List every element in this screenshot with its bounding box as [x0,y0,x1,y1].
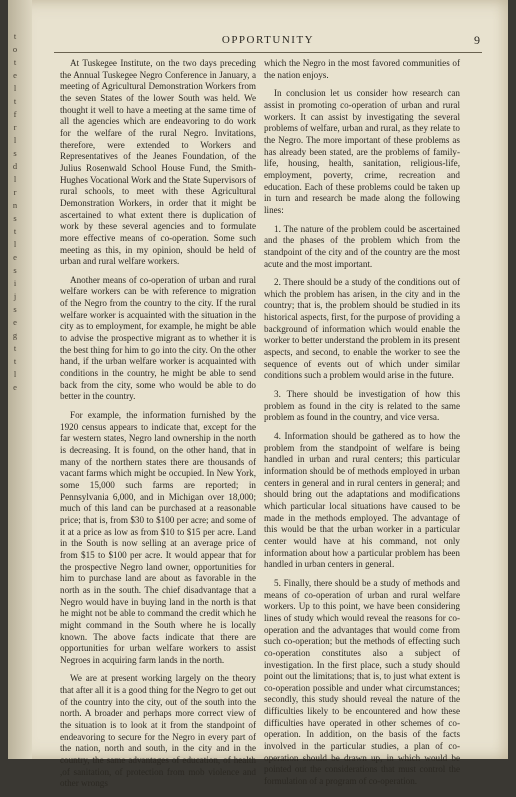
margin-fragment: s [13,213,17,223]
margin-fragment: s [13,265,17,275]
margin-fragment: r [13,187,17,197]
page-number: 9 [474,33,480,47]
margin-fragment: l [13,369,17,379]
paragraph: We are at present working largely on the theory that after all it is a good thing for the Negro to get out of the country into the city, out of the south into the north. A broader and perhaps more correct view of the situation is to look at it from the standpoint of endeavoring to secure for the Negro in every part of the nation, north and south, in the city and in the country, the same advantages of education, of health ,of sanitation, of protection from mob violence and other wrongs [60,673,256,789]
margin-fragment: d [12,161,18,171]
margin-fragment: e [13,317,17,327]
left-column [60,58,256,797]
margin-fragment: e [13,382,17,392]
margin-fragment: l [13,135,17,145]
running-title: OPPORTUNITY [221,34,315,46]
paragraph: 2. There should be a study of the conditions out of which the problem has arisen, in the city and in the country; that is, the problem should be studied in its historical aspects, first, for the purpose of providing a background of information which would enable the worker to better understand the problem in its present aspects, and second, to enable the worker to see the sequence of events out of which under similar conditions such a problem would arise in the future. [264,277,460,381]
paragraph: 1. The nature of the problem could be ascertained and the phases of the problem which from the standpoint of the city and of the country are the most acute and the most important. [264,223,460,269]
paragraph: 5. Finally, there should be a study of methods and means of co-operation of urban and rural welfare workers. Up to this point, we have been considering lines of study which would reveal the reasons for co-operation and the advantages that would come from such co-operation; but the methods of effecting such co-operation constitutes also a subject of investigation. In the first place, such a study should point out the limitations; that is, to just what extent is co-operation possible and under what circumstances; secondly, this study should reveal the nature of the difficulties likely to be encountered and how these difficulties have operated in other schemes of co-operation. In addition, on the basis of the facts involved in the particular studies, a plan of co-operation should be drawn up, in which would be pointed out the considerations that must control the formulation of a program of co-operation. [264,577,460,787]
page-header [54,34,482,53]
margin-fragment: j [13,291,17,301]
margin-fragment: l [13,83,17,93]
margin-fragment: o [12,44,18,54]
margin-fragment: l [13,239,17,249]
paragraph: 4. Information should be gathered as to how the problem from the standpoint of welfare is being handled in urban and rural centers; this particular information should be of methods employed in urban centers in general and in rural centers in general; and should bring out the adaptations and modifications which particular local situations have caused to be made in the methods employed. The advantage of this would be that the urban worker in a particular center would have at his command, not only information about how a particular problem has been handled in urban centers in general. [264,431,460,570]
binding-gutter [8,0,32,759]
margin-fragment: f [13,109,17,119]
margin-fragment: t [13,356,17,366]
margin-fragment: e [13,252,17,262]
margin-fragment: r [13,122,17,132]
margin-fragment: t [13,31,17,41]
right-column [264,58,460,795]
paragraph: 3. There should be investigation of how this problem as found in the city is related to the same problem as found in the country, and vice versa. [264,389,460,423]
margin-fragment: i [13,278,17,288]
margin-fragment: n [12,200,18,210]
paragraph-continuation: which the Negro in the most favored communities of the nation enjoys. [264,58,460,80]
paragraph: For example, the information furnished by the 1920 census appears to indicate that, except for the far western states, Negro land ownership in the north is decreasing. It is found, on the other hand, that in many of the northern states there are thousands of vacant farms which might be occupied. In New York, some 15,000 such farms are reported; in Pennsylvania 6,000, and in Michigan over 18,000; much of this land can be purchased at a reasonable price; that is, from $30 to $100 per acre; and some of it at a price as low as from $10 to $15 per acre. Land in the South is now selling at an average price of from $15 to $100 per acre. It would appear that for the prospective Negro land owner, opportunities for him to purchase land are about as favorable in the north as in the south. The chief disadvantage that a Negro would have in buying land in the north is that he might not be able to command the credit which he might command in the South where he is locally known. The above facts indicate that there are opportunities for urban welfare workers to assist Negroes in acquiring farm lands in the north. [60,410,256,665]
margin-fragment: e [13,70,17,80]
margin-fragment: s [13,148,17,158]
margin-fragment: t [13,57,17,67]
paragraph: In conclusion let us consider how research can assist in promoting co-operation of urban and rural workers. It can assist by investigating the several problems of welfare, urban and rural, as they relate to the Negro. The more important of these problems as has already been stated, are the problems of family-life, housing, health, sanitation, religious-life, employment, poverty, crime, recreation and education. Each of these problems could be taken up in turn and research be made along the following lines: [264,88,460,215]
magazine-page [8,0,508,789]
margin-fragment: s [13,304,17,314]
margin-fragment: t [13,96,17,106]
margin-fragment: l [13,174,17,184]
margin-fragment: g [12,330,18,340]
paragraph: Another means of co-operation of urban and rural welfare workers can be with reference to migration of the Negro from the country to the city. If the rural welfare worker is acquainted with the situation in the city as to employment, for example, he might be able to advise the prospective migrant as to whether it is the best thing for him to go into the city. On the other hand, if the urban welfare worker is acquainted with conditions in the country, he might be able to send back from the city, some who would be able to do better in the country. [60,274,256,402]
margin-fragment: t [13,343,17,353]
paragraph: At Tuskegee Institute, on the two days preceding the Annual Tuskegee Negro Conference in January, a meeting of Agricultural Demonstration Workers from the seven States of the lower South was held. We thought it well to have a meeting at the same time of all the agencies which are endeavoring to do work for the welfare of the rural Negro. Invitations, therefore, were extended to Workers and Representatives of the Jeanes Foundation, of the Julius Rosenwald School House Fund, the Smith-Hughes Vocational Work and the State Supervisors of rural schools, to meet with these Agricultural Demonstration Workers, in order that it might be ascertained to what extent there is duplication of work by these several agencies and to formulate more effective means of co-operation. Some such meeting as this, in my opinion, should be held of urban and rural welfare workers. [60,58,256,267]
margin-fragments [10,30,20,394]
margin-fragment: t [13,226,17,236]
